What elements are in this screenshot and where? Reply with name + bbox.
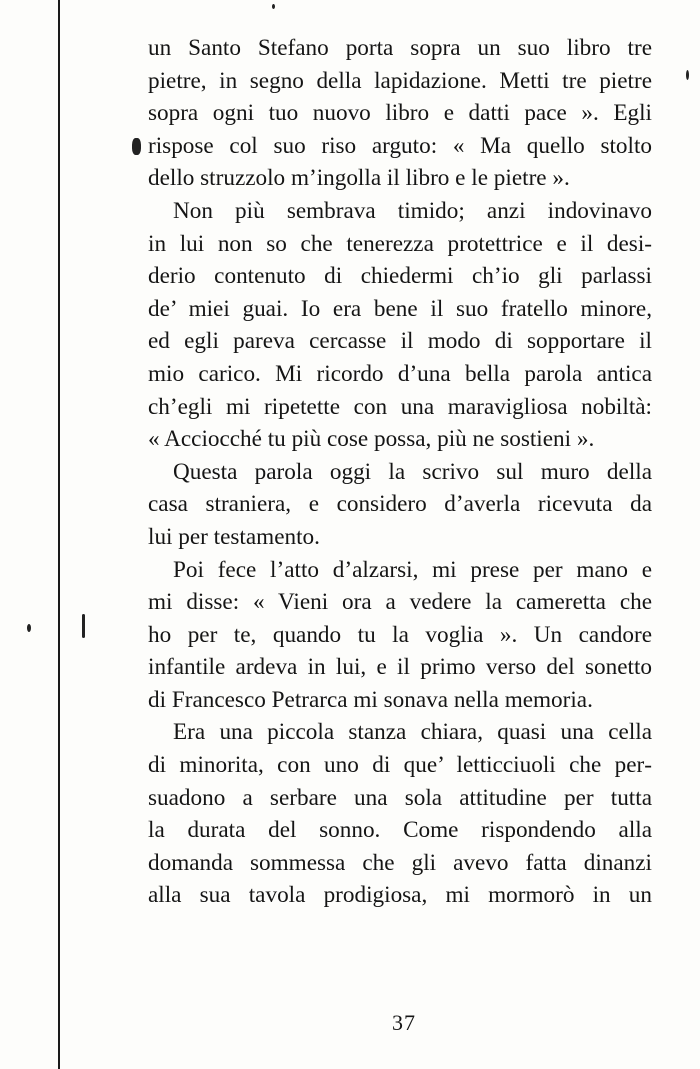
text-line: « Acciocché tu più cose possa, più ne sostieni ». [148,426,595,453]
text-line: sopra ogni tuo nuovo libro e datti pace ». Egli [148,100,652,127]
paragraph [148,716,652,912]
paragraph [148,554,652,717]
text-line: mio carico. Mi ricordo d’una bella parola antica [148,360,652,387]
text-line: alla sua tavola prodigiosa, mi mormorò in un [148,882,652,909]
text-line: un Santo Stefano porta sopra un suo libro tre [148,35,652,61]
text-line: derio contenuto di chiedermi ch’io gli parlassi [148,263,652,290]
page-number [0,1010,700,1036]
text-line: rispose col suo riso arguto: « Ma quello stolto [148,132,652,159]
paragraph [148,32,652,195]
text-line: infantile ardeva in lui, e il primo verso del sonetto [148,654,652,681]
text-line: dello struzzolo m’ingolla il libro e le pietre ». [148,165,570,192]
text-line: Era una piccola stanza chiara, quasi una cella [173,719,652,746]
text-line: casa straniera, e considero d’averla ricevuta da [148,491,652,518]
scan-speck [272,4,275,9]
scan-speck [82,614,85,638]
text-line: Non più sembrava timido; anzi indovinavo [173,197,652,224]
paragraph [148,195,652,456]
text-line: di minorita, con uno di que’ letticciuoli che per‑ [148,752,652,779]
scan-speck [686,70,689,80]
body-text [148,32,652,912]
paragraph [148,456,652,554]
text-line: pietre, in segno della lapidazione. Metti tre pietre [148,67,652,94]
text-line: ho per te, quando tu la voglia ». Un candore [148,621,652,648]
text-line: ch’egli mi ripetette con una maravigliosa nobiltà: [148,393,652,420]
binding-edge-line [58,0,60,1069]
text-line: Poi fece l’atto d’alzarsi, mi prese per mano e [173,556,652,583]
text-line: in lui non so che tenerezza protettrice e il desi‑ [148,230,652,257]
scan-speck [27,624,31,632]
text-line: mi disse: « Vieni ora a vedere la cameretta che [148,589,652,616]
scan-speck [132,138,141,155]
text-line: suadono a serbare una sola attitudine per tutta [148,784,652,811]
text-line: la durata del sonno. Come rispondendo alla [148,817,652,844]
page-number-value: 37 [392,1010,416,1035]
text-line: di Francesco Petrarca mi sonava nella memoria. [148,686,593,713]
text-line: lui per testamento. [148,523,320,550]
text-line: de’ miei guai. Io era bene il suo fratello minore, [148,295,652,322]
text-line: domanda sommessa che gli avevo fatta dinanzi [148,849,652,876]
text-line: ed egli pareva cercasse il modo di sopportare il [148,328,652,355]
text-line: Questa parola oggi la scrivo sul muro della [173,458,652,485]
